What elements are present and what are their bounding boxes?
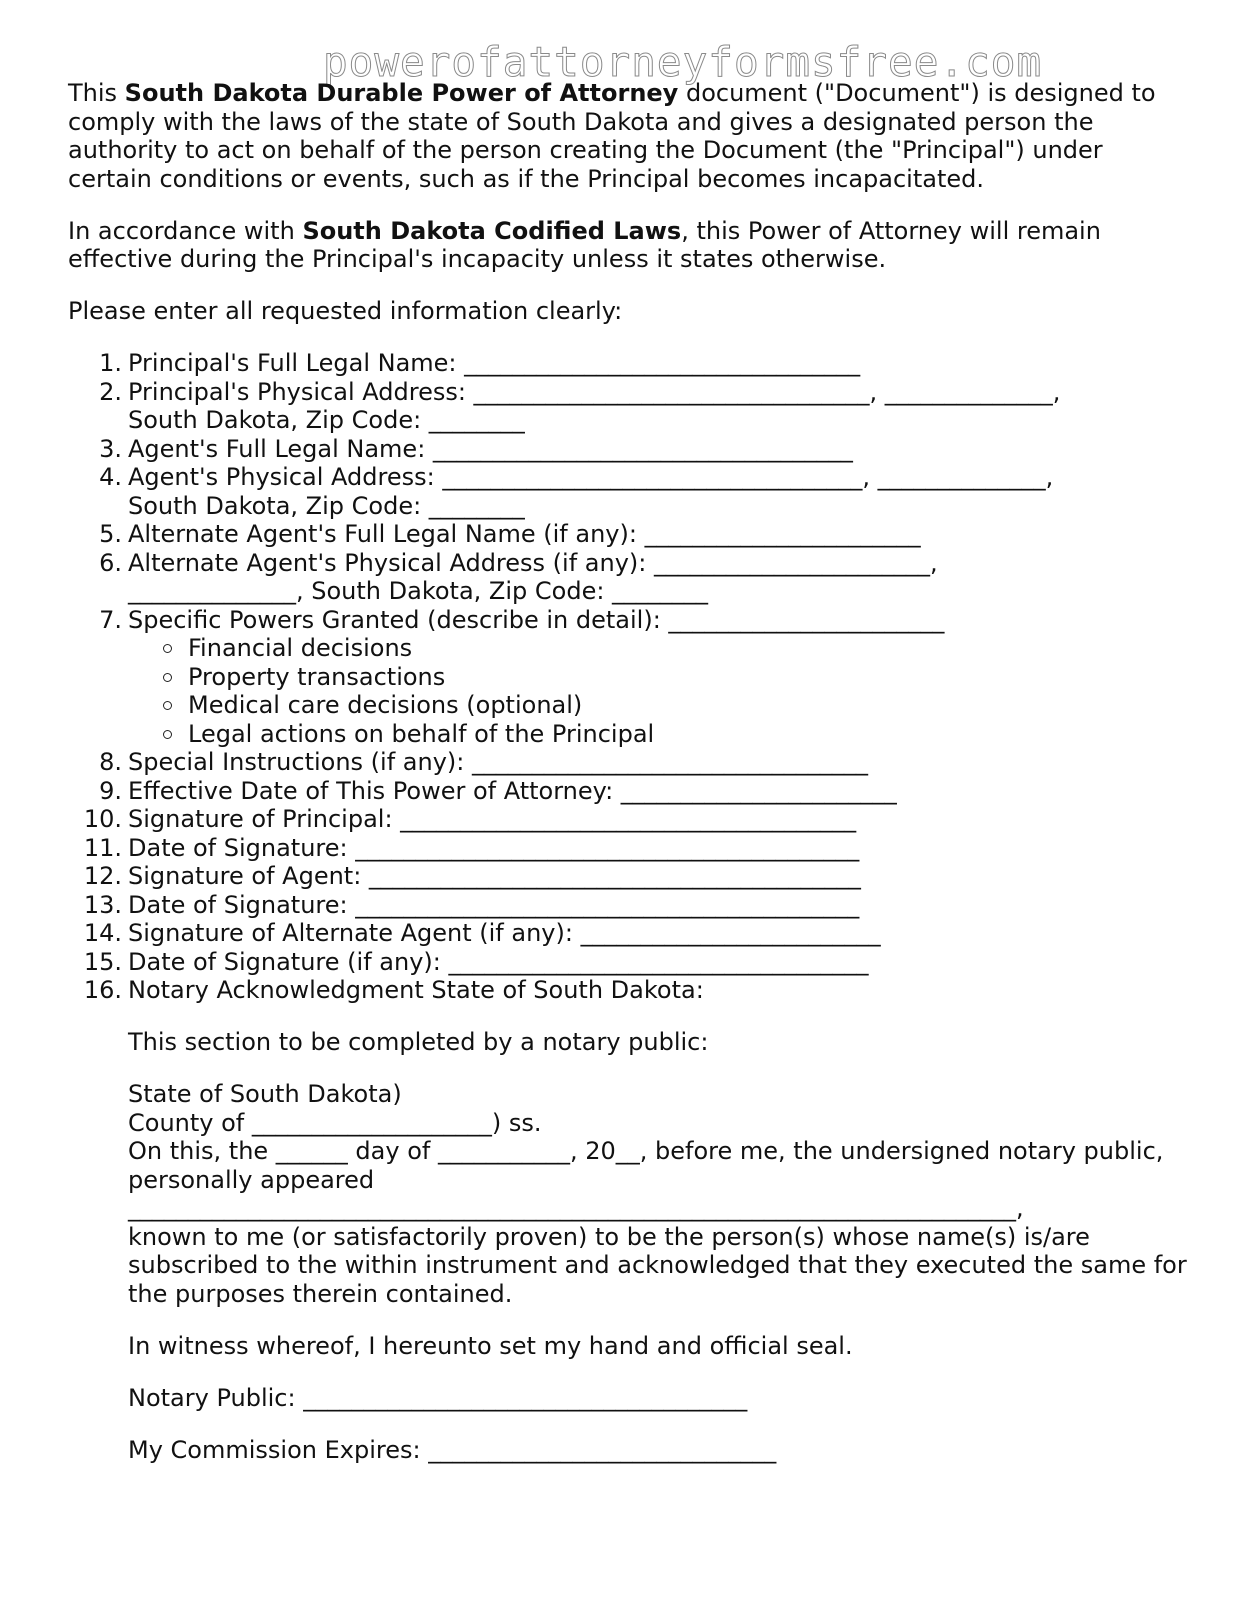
field-label: Principal's Physical Address: _________________________________, ______________, (128, 377, 1061, 406)
power-item: Financial decisions (188, 634, 1190, 663)
field-label: Date of Signature (if any): ___________________________________ (128, 947, 869, 976)
form-fields-list (68, 349, 1190, 1005)
notary-commission-expires[interactable]: My Commission Expires: _____________________________ (128, 1435, 777, 1464)
watermark: powerofattorneyformsfree.com (323, 38, 1043, 86)
field-label: Signature of Agent: _________________________________________ (128, 862, 861, 890)
law-reference: South Dakota Codified Laws (302, 216, 682, 245)
notary-county[interactable]: County of ____________________) ss. (128, 1108, 542, 1137)
field-principal-address[interactable] (68, 378, 1190, 435)
item-number: 8. (99, 748, 122, 776)
item-number: 11. (83, 833, 122, 862)
law-text: In accordance with (68, 216, 303, 245)
item-number: 3. (99, 434, 122, 463)
field-agent-signature-date[interactable] (68, 891, 1190, 920)
notary-public-signature[interactable]: Notary Public: _____________________________________ (128, 1383, 748, 1412)
powers-list (128, 634, 1190, 748)
power-item: Property transactions (188, 663, 1190, 692)
item-number: 7. (99, 605, 122, 634)
field-principal-name[interactable] (68, 349, 1190, 378)
notary-date-appeared[interactable]: On this, the ______ day of ___________, 20__, before me, the undersigned notary public, personally appeared (128, 1137, 1164, 1194)
field-label: Effective Date of This Power of Attorney: _______________________ (128, 776, 897, 805)
field-label: Principal's Full Legal Name: _________________________________ (128, 349, 861, 377)
item-number: 9. (99, 776, 122, 805)
field-agent-signature[interactable] (68, 862, 1190, 891)
document-body (68, 79, 1190, 1464)
field-alternate-agent-signature-date[interactable] (68, 948, 1190, 977)
field-effective-date[interactable] (68, 777, 1190, 806)
item-number: 16. (83, 976, 122, 1004)
field-label: Signature of Alternate Agent (if any): _________________________ (128, 919, 881, 947)
notary-section (68, 1005, 1190, 1465)
notary-acknowledgment-heading (68, 976, 1190, 1005)
field-label: Agent's Physical Address: ___________________________________, ______________, (128, 463, 1054, 491)
field-alternate-agent-signature[interactable] (68, 919, 1190, 948)
field-label: Agent's Full Legal Name: ___________________________________ (128, 434, 853, 463)
item-number: 15. (83, 947, 122, 976)
item-number: 12. (83, 862, 122, 890)
field-alternate-agent-name[interactable] (68, 520, 1190, 549)
field-principal-signature[interactable] (68, 805, 1190, 834)
notary-name-line[interactable]: __________________________________________________________________________, (128, 1194, 1024, 1222)
item-number: 14. (83, 919, 122, 947)
field-principal-signature-date[interactable] (68, 834, 1190, 863)
notary-intro: This section to be completed by a notary public: (128, 1028, 709, 1056)
field-label: Signature of Principal: ______________________________________ (128, 805, 857, 833)
item-number: 6. (99, 548, 122, 577)
field-label: Date of Signature: __________________________________________ (128, 833, 860, 862)
instruction-paragraph: Please enter all requested information clearly: (68, 297, 623, 325)
field-label: Notary Acknowledgment State of South Dakota: (128, 976, 704, 1004)
intro-text: This (68, 79, 125, 107)
item-number: 2. (99, 377, 122, 406)
item-number: 13. (83, 890, 122, 919)
field-specific-powers[interactable] (68, 606, 1190, 749)
intro-paragraph (68, 79, 1190, 193)
item-number: 5. (99, 520, 122, 548)
notary-state: State of South Dakota) (128, 1080, 402, 1108)
item-number: 1. (99, 349, 122, 377)
field-label: Alternate Agent's Physical Address (if any): _______________________, (128, 548, 938, 577)
law-text: , this Power of Attorney will remain effective during the Principal's incapacity unless it states otherwise. (68, 216, 1101, 273)
field-alternate-agent-address[interactable] (68, 549, 1190, 606)
field-agent-name[interactable] (68, 435, 1190, 464)
law-paragraph (68, 217, 1190, 274)
field-label: Alternate Agent's Full Legal Name (if any): _______________________ (128, 520, 921, 548)
item-number: 4. (99, 463, 122, 491)
field-label-cont: South Dakota, Zip Code: ________ (128, 491, 525, 520)
power-item: Legal actions on behalf of the Principal (188, 720, 1190, 749)
power-item: Medical care decisions (optional) (188, 691, 1190, 720)
field-label: Specific Powers Granted (describe in detail): _______________________ (128, 605, 945, 634)
field-label: Special Instructions (if any): _________________________________ (128, 748, 868, 776)
document-title: South Dakota Durable Power of Attorney (124, 79, 679, 107)
field-label-cont: South Dakota, Zip Code: ________ (128, 406, 525, 434)
intro-text: document ("Document") is designed to comply with the laws of the state of South Dakota and gives a designated person the authority to act on behalf of the person creating the Document (the "Principal") under certain conditions or events, such as if the Principal becomes incapacitated. (68, 79, 1156, 193)
field-agent-address[interactable] (68, 463, 1190, 520)
item-number: 10. (83, 805, 122, 833)
notary-witness: In witness whereof, I hereunto set my hand and official seal. (128, 1331, 853, 1360)
notary-known-text: known to me (or satisfactorily proven) to be the person(s) whose name(s) is/are subscribed to the within instrument and acknowledged that they executed the same for the purposes therein contained. (128, 1222, 1187, 1308)
field-label-cont: ______________, South Dakota, Zip Code: ________ (128, 577, 709, 605)
field-special-instructions[interactable] (68, 748, 1190, 777)
field-label: Date of Signature: __________________________________________ (128, 890, 860, 919)
